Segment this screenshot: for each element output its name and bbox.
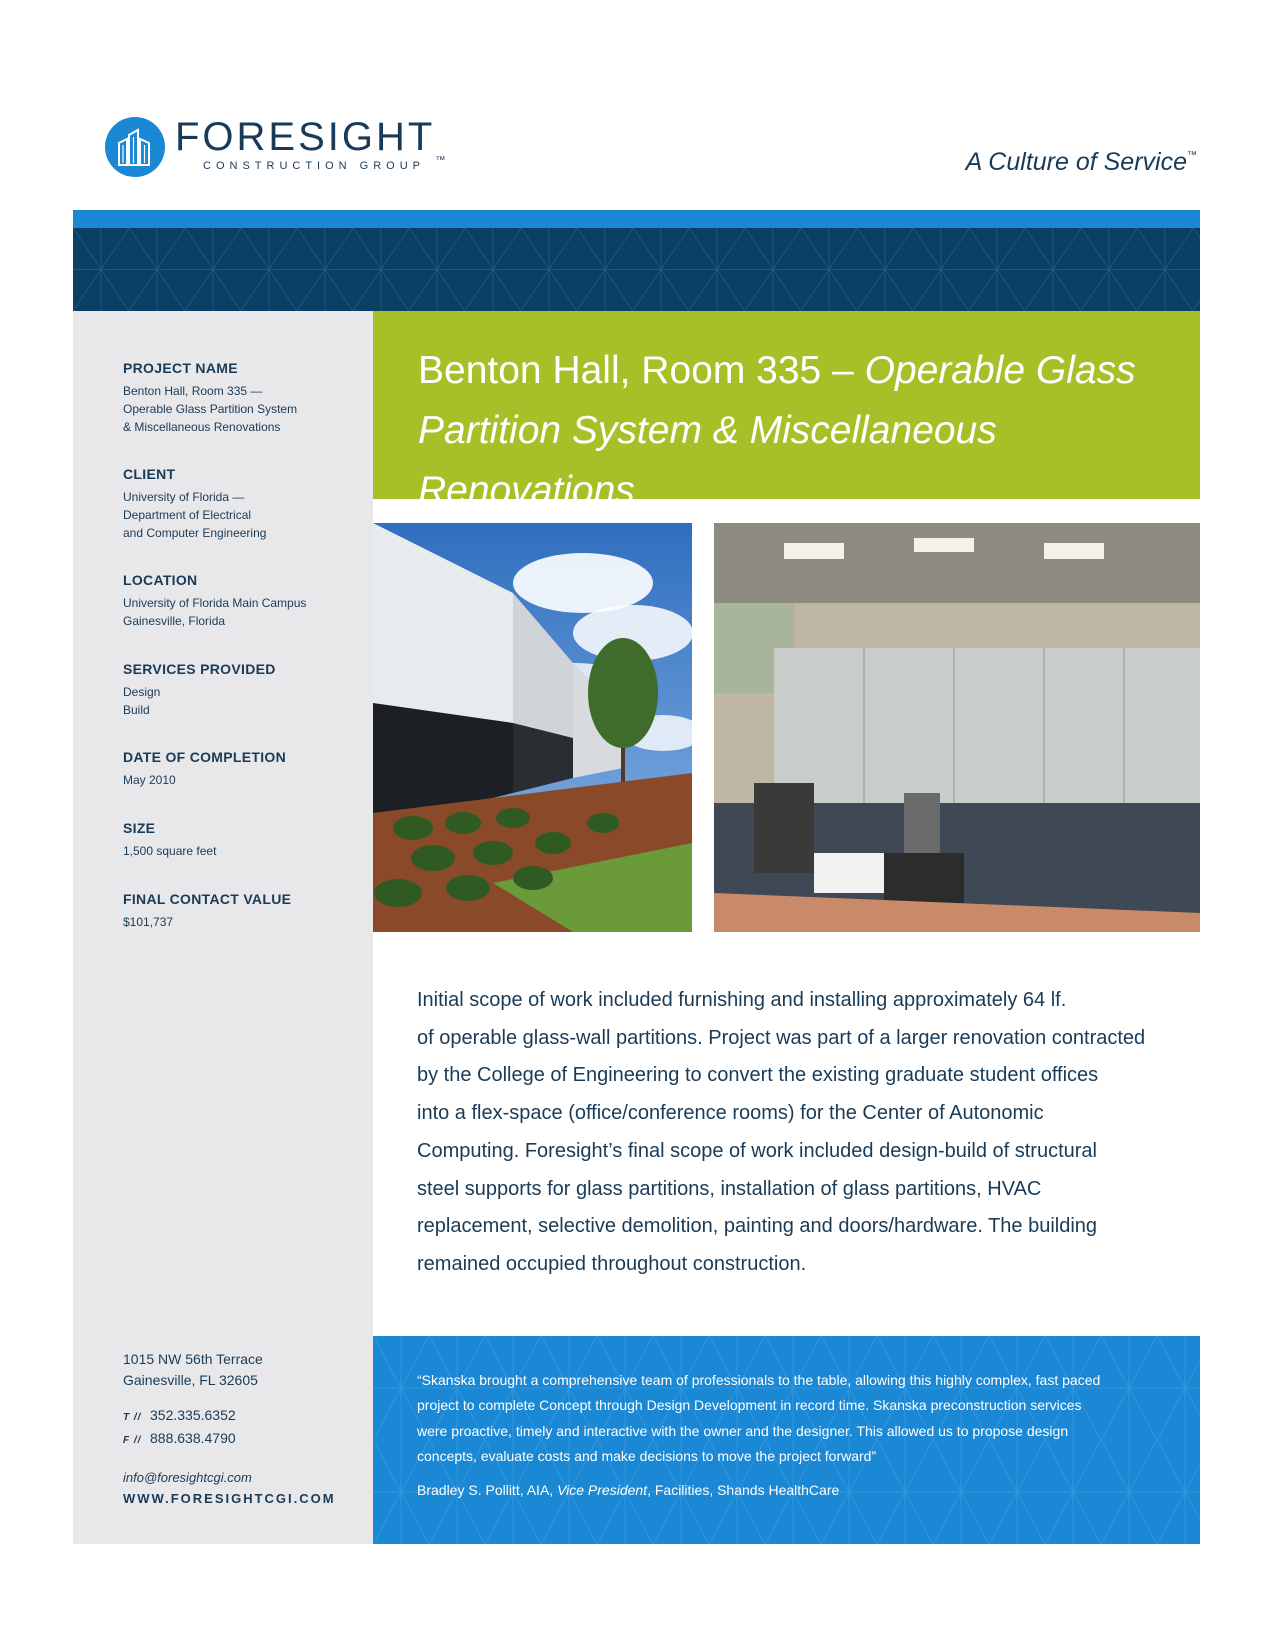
field-services — [123, 661, 363, 719]
quote-line: were proactive, timely and interactive with the owner and the designer. This allowed us to propose design — [417, 1422, 1069, 1439]
brand-subtitle: CONSTRUCTION GROUP — [203, 160, 425, 172]
field-location — [123, 572, 363, 630]
field-label: SIZE — [123, 820, 156, 836]
quote-line: concepts, evaluate costs and make decisions to move the project forward” — [417, 1448, 877, 1465]
description-line: Initial scope of work included furnishing and installing approximately 64 lf. — [417, 989, 1067, 1011]
field-value: May 2010 — [123, 773, 176, 787]
quote-line: project to complete Concept through Design Development in record time. Skanska preconstruction services — [417, 1397, 1082, 1414]
testimonial-quote — [417, 1368, 1177, 1470]
field-value: $101,737 — [123, 915, 174, 929]
project-details-sidebar — [73, 311, 373, 1544]
testimonial-block — [373, 1336, 1200, 1544]
building-exterior-photo — [373, 523, 692, 932]
project-description — [417, 982, 1177, 1284]
field-value: Benton Hall, Room 335 — Operable Glass Partition System & Miscellaneous Renovations — [123, 384, 298, 434]
banner-pattern — [73, 228, 1200, 311]
description-line: Computing. Foresight’s final scope of work included design-build of structural — [417, 1139, 1097, 1162]
brand-name: FORESIGHT™ — [175, 115, 446, 166]
field-value: University of Florida — Department of Electrical and Computer Engineering — [123, 490, 267, 540]
description-line: steel supports for glass partitions, installation of glass partitions, HVAC — [417, 1177, 1042, 1200]
description-line: remained occupied throughout construction. — [417, 1252, 807, 1275]
contact-info — [123, 1349, 363, 1509]
field-label: LOCATION — [123, 572, 198, 588]
field-value: University of Florida Main Campus Gainesville, Florida — [123, 596, 307, 628]
field-label: FINAL CONTACT VALUE — [123, 891, 292, 907]
description-line: into a flex-space (office/conference rooms) for the Center of Autonomic — [417, 1102, 1044, 1125]
project-title: Benton Hall, Room 335 – Operable Glass Partition System & Miscellaneous Renovations — [418, 349, 1136, 512]
field-completion-date — [123, 749, 363, 789]
address: 1015 NW 56th Terrace Gainesville, FL 32605 — [123, 1351, 263, 1388]
fax: F // 888.638.4790 — [123, 1430, 236, 1446]
description-line: of operable glass-wall partitions. Project was part of a larger renovation contracted — [417, 1026, 1146, 1049]
telephone: T // 352.335.6352 — [123, 1407, 236, 1423]
field-size — [123, 820, 363, 860]
glass-partition-interior-photo — [714, 523, 1200, 932]
quote-line: “Skanska brought a comprehensive team of professionals to the table, allowing this highly complex, fast paced — [417, 1372, 1101, 1388]
field-label: CLIENT — [123, 466, 176, 482]
website-link[interactable]: WWW.FORESIGHTCGI.COM — [123, 1491, 336, 1506]
testimonial-author: Bradley S. Pollitt, AIA, Vice President, Facilities, Shands HealthCare — [417, 1482, 840, 1498]
field-value: Design Build — [123, 685, 161, 717]
field-label: PROJECT NAME — [123, 360, 238, 376]
project-title-block — [373, 311, 1200, 512]
tagline: A Culture of Service™ — [965, 148, 1197, 176]
field-label: DATE OF COMPLETION — [123, 749, 287, 765]
description-line: by the College of Engineering to convert the existing graduate student offices — [417, 1064, 1099, 1087]
foresight-logo — [105, 117, 445, 179]
field-contract-value — [123, 891, 363, 931]
building-logo-icon — [105, 117, 165, 177]
field-label: SERVICES PROVIDED — [123, 661, 276, 677]
description-line: replacement, selective demolition, painting and doors/hardware. The building — [417, 1215, 1098, 1238]
email-link[interactable]: info@foresightcgi.com — [123, 1470, 252, 1485]
field-value: 1,500 square feet — [123, 844, 217, 858]
banner-stripe — [73, 210, 1200, 228]
field-client — [123, 466, 363, 542]
field-project-name — [123, 360, 363, 436]
